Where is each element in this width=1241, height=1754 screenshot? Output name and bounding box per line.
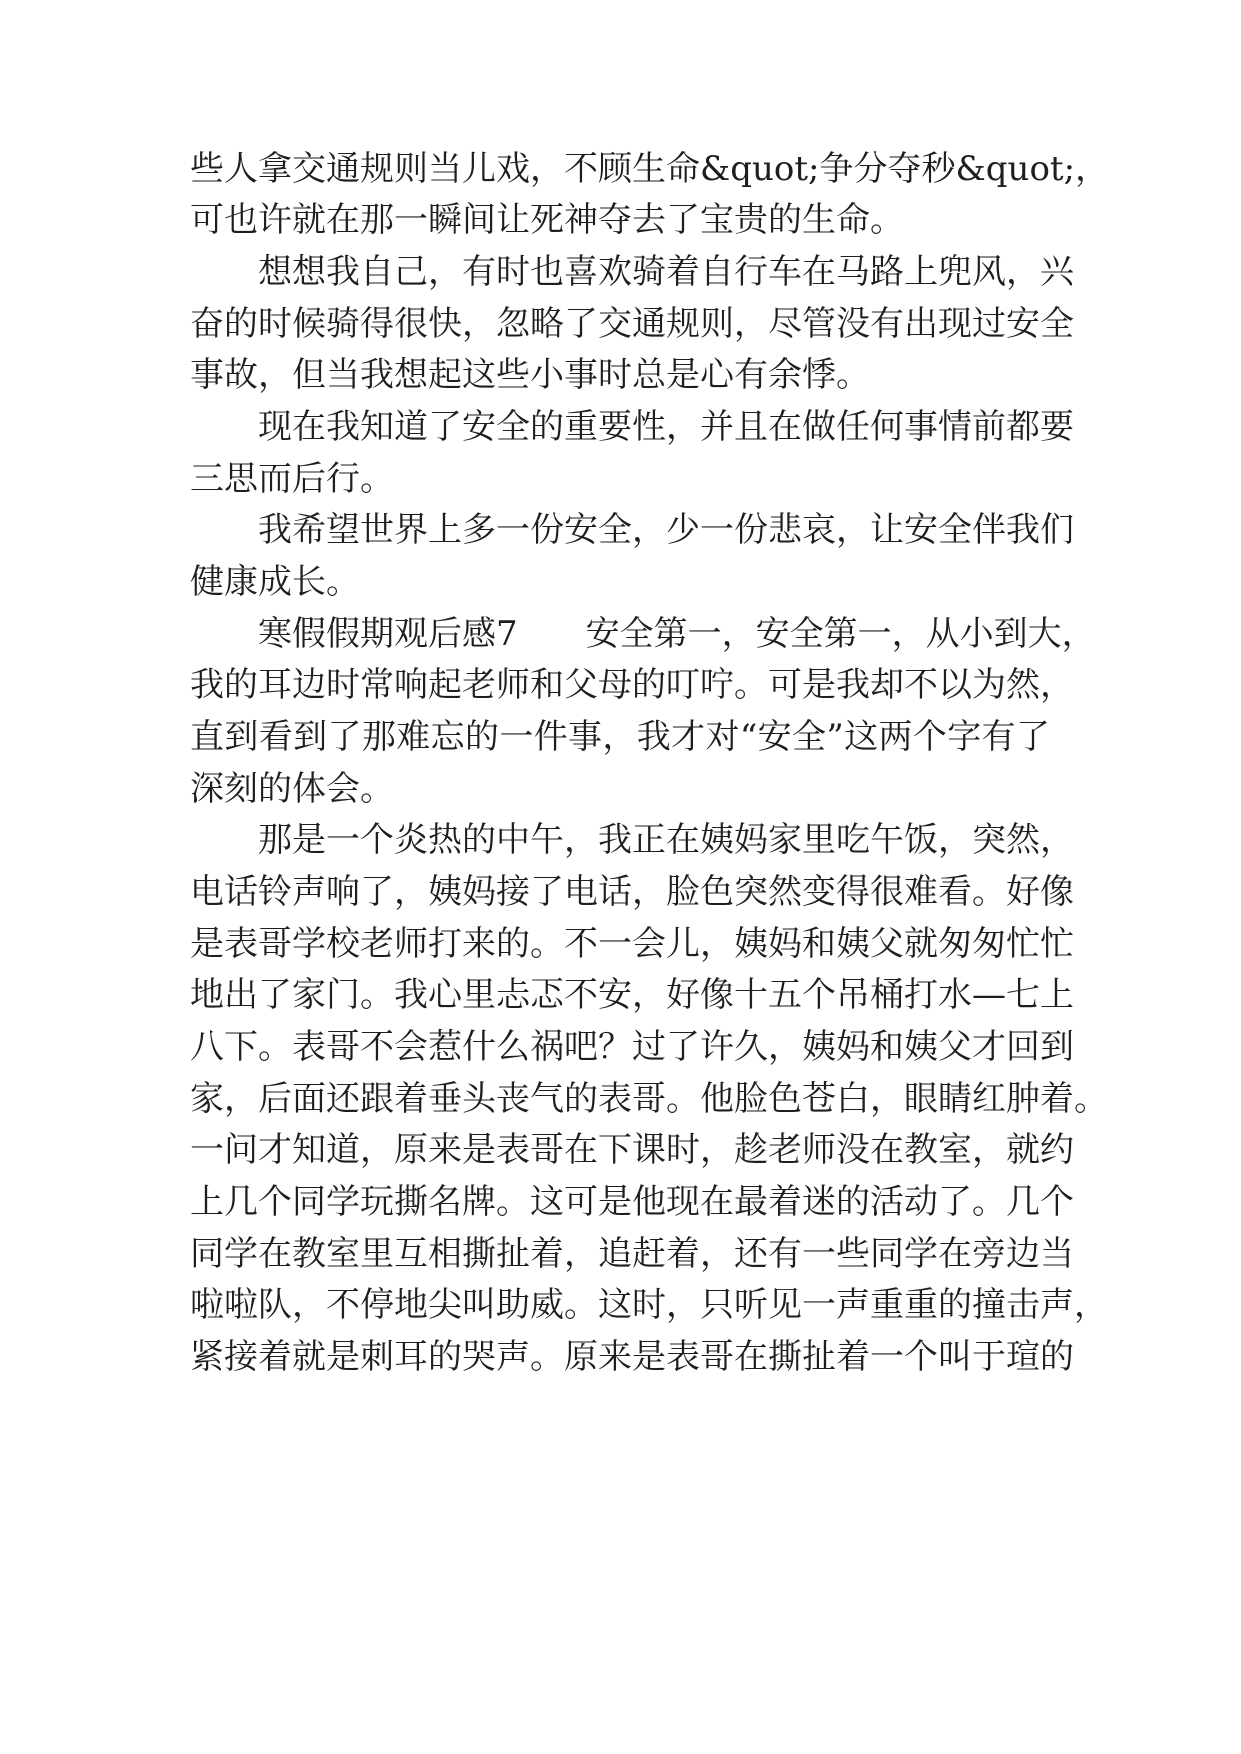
text-line: 事故，但当我想起这些小事时总是心有余悸。 (190, 355, 870, 395)
text-line: 一问才知道，原来是表哥在下课时，趁老师没在教室，就约 (190, 1130, 1074, 1170)
text-line: 三思而后行。 (190, 459, 394, 499)
text-line: 可也许就在那一瞬间让死神夺去了宝贵的生命。 (190, 200, 904, 240)
text-line: 些人拿交通规则当儿戏，不顾生命&quot;争分夺秒&quot;， (190, 149, 1110, 189)
text-line: 家，后面还跟着垂头丧气的表哥。他脸色苍白，眼睛红肿着。 (190, 1079, 1108, 1119)
text-line: 是表哥学校老师打来的。不一会儿，姨妈和姨父就匆匆忙忙 (190, 924, 1074, 964)
text-line: 同学在教室里互相撕扯着，追赶着，还有一些同学在旁边当 (190, 1234, 1074, 1274)
text-line: 我希望世界上多一份安全，少一份悲哀，让安全伴我们 (258, 510, 1074, 550)
text-line: 直到看到了那难忘的一件事，我才对“安全”这两个字有了 (190, 717, 1050, 757)
text-line: 啦啦队，不停地尖叫助威。这时，只听见一声重重的撞击声， (190, 1285, 1108, 1325)
text-line: 那是一个炎热的中午，我正在姨妈家里吃午饭，突然， (258, 820, 1074, 860)
text-line: 奋的时候骑得很快，忽略了交通规则，尽管没有出现过安全 (190, 304, 1074, 344)
text-line: 我的耳边时常响起老师和父母的叮咛。可是我却不以为然， (190, 665, 1074, 705)
text-line: 电话铃声响了，姨妈接了电话，脸色突然变得很难看。好像 (190, 872, 1074, 912)
text-line: 健康成长。 (190, 562, 360, 602)
text-line: 地出了家门。我心里忐忑不安，好像十五个吊桶打水—七上 (190, 975, 1074, 1015)
text-line: 上几个同学玩撕名牌。这可是他现在最着迷的活动了。几个 (190, 1182, 1074, 1222)
text-line: 寒假假期观后感7 安全第一，安全第一，从小到大， (258, 614, 1096, 654)
text-line: 现在我知道了安全的重要性，并且在做任何事情前都要 (258, 407, 1074, 447)
text-line: 深刻的体会。 (190, 769, 394, 809)
text-line: 八下。表哥不会惹什么祸吧？过了许久，姨妈和姨父才回到 (190, 1027, 1074, 1067)
text-line: 紧接着就是刺耳的哭声。原来是表哥在撕扯着一个叫于瑄的 (190, 1337, 1074, 1377)
text-line: 想想我自己，有时也喜欢骑着自行车在马路上兜风，兴 (258, 252, 1074, 292)
